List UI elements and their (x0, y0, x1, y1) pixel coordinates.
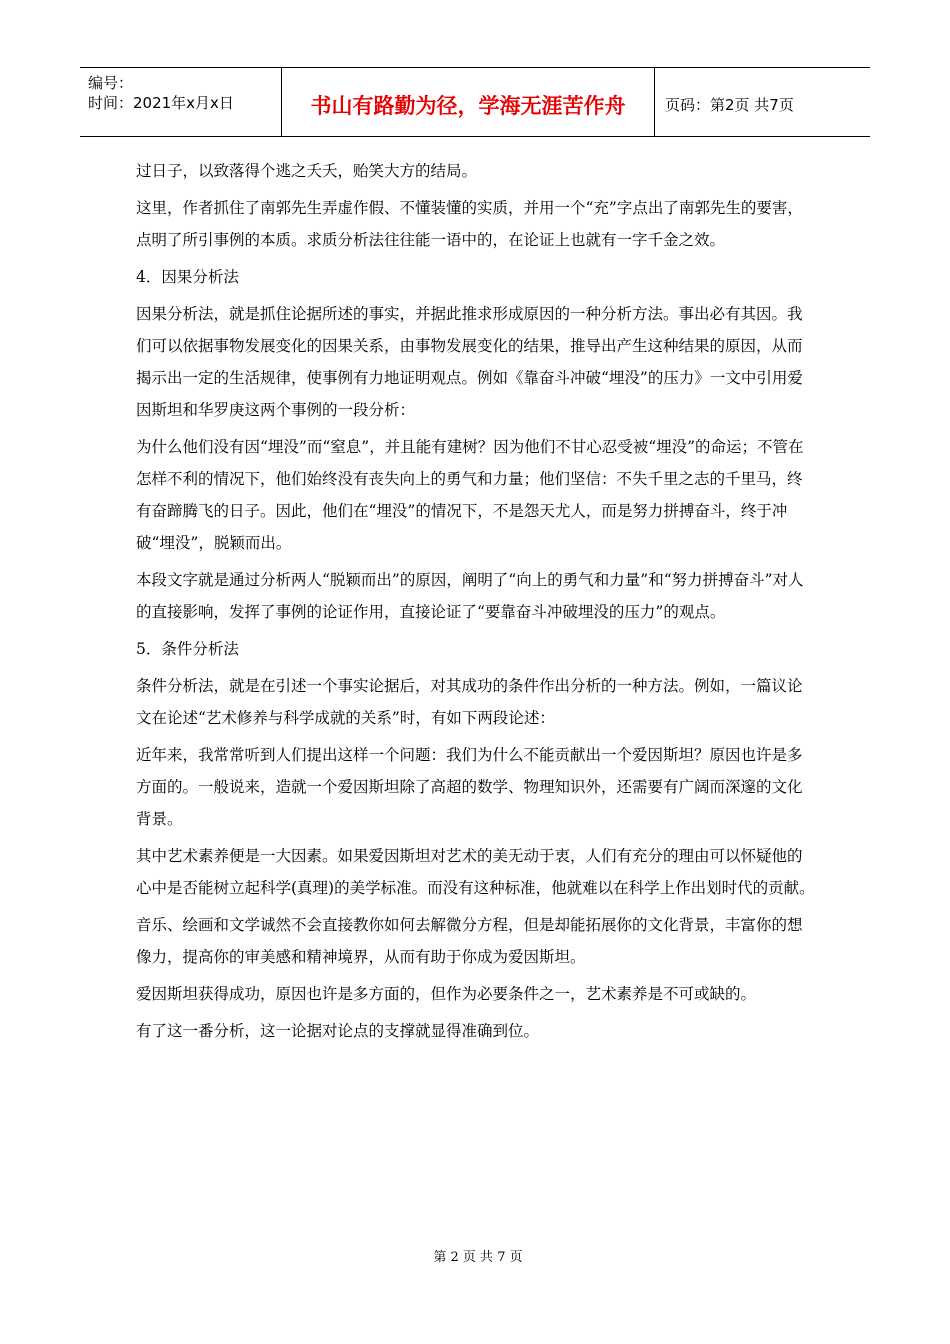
paragraph: 爱因斯坦获得成功，原因也许是多方面的，但作为必要条件之一，艺术素养是不可或缺的。 (136, 985, 757, 1003)
document-body (136, 155, 816, 1052)
section-heading: 4．因果分析法 (136, 268, 239, 286)
paragraph: 过日子，以致落得个逃之夭夭，贻笑大方的结局。 (136, 162, 478, 180)
paragraph: 这里，作者抓住了南郭先生弄虚作假、不懂装懂的实质，并用一个“充”字点出了南郭先生的要害，点明了所引事例的本质。求质分析法往往能一语中的，在论证上也就有一字千金之效。 (136, 199, 803, 249)
page-header (80, 67, 870, 137)
document-number-label: 编号： (88, 74, 134, 92)
section-heading: 5．条件分析法 (136, 640, 239, 658)
paragraph: 本段文字就是通过分析两人“脱颖而出”的原因，阐明了“向上的勇气和力量”和“努力拼搏奋斗”对人的直接影响，发挥了事例的论证作用，直接论证了“要靠奋斗冲破埋没的压力”的观点。 (136, 571, 804, 621)
paragraph: 其中艺术素养便是一大因素。如果爱因斯坦对艺术的美无动于衷，人们有充分的理由可以怀疑他的心中是否能树立起科学(真理)的美学标准。而没有这种标准，他就难以在科学上作出划时代的贡献。 (136, 847, 815, 897)
paragraph: 因果分析法，就是抓住论据所述的事实，并据此推求形成原因的一种分析方法。事出必有其因。我们可以依据事物发展变化的因果关系，由事物发展变化的结果，推导出产生这种结果的原因，从而揭示出一定的生活规律，使事例有力地证明观点。例如《靠奋斗冲破“埋没”的压力》一文中引用爱因斯坦和华罗庚这两个事例的一段分析： (136, 305, 803, 419)
header-page-number: 页码：第2页 共7页 (665, 95, 794, 114)
paragraph: 条件分析法，就是在引述一个事实论据后，对其成功的条件作出分析的一种方法。例如，一篇议论文在论述“艺术修养与科学成就的关系”时，有如下两段论述： (136, 677, 803, 727)
page-footer: 第 2 页 共 7 页 (433, 1250, 523, 1265)
document-date-label: 时间：2021年x月x日 (88, 94, 234, 112)
paragraph: 近年来，我常常听到人们提出这样一个问题：我们为什么不能贡献出一个爱因斯坦？原因也许是多方面的。一般说来，造就一个爱因斯坦除了高超的数学、物理知识外，还需要有广阔而深邃的文化背景。 (136, 746, 803, 828)
paragraph: 有了这一番分析，这一论据对论点的支撑就显得准确到位。 (136, 1022, 540, 1040)
header-meta (80, 68, 282, 136)
header-motto: 书山有路勤为径，学海无涯苦作舟 (282, 68, 655, 136)
paragraph: 音乐、绘画和文学诚然不会直接教你如何去解微分方程，但是却能拓展你的文化背景，丰富你的想像力，提高你的审美感和精神境界，从而有助于你成为爱因斯坦。 (136, 916, 803, 966)
paragraph: 为什么他们没有因“埋没”而“窒息”，并且能有建树？因为他们不甘心忍受被“埋没”的命运；不管在怎样不利的情况下，他们始终没有丧失向上的勇气和力量；他们坚信：不失千里之志的千里马，终有奋蹄腾飞的日子。因此，他们在“埋没”的情况下，不是怨天尤人，而是努力拼搏奋斗，终于冲破“埋没”，脱颖而出。 (136, 438, 804, 552)
